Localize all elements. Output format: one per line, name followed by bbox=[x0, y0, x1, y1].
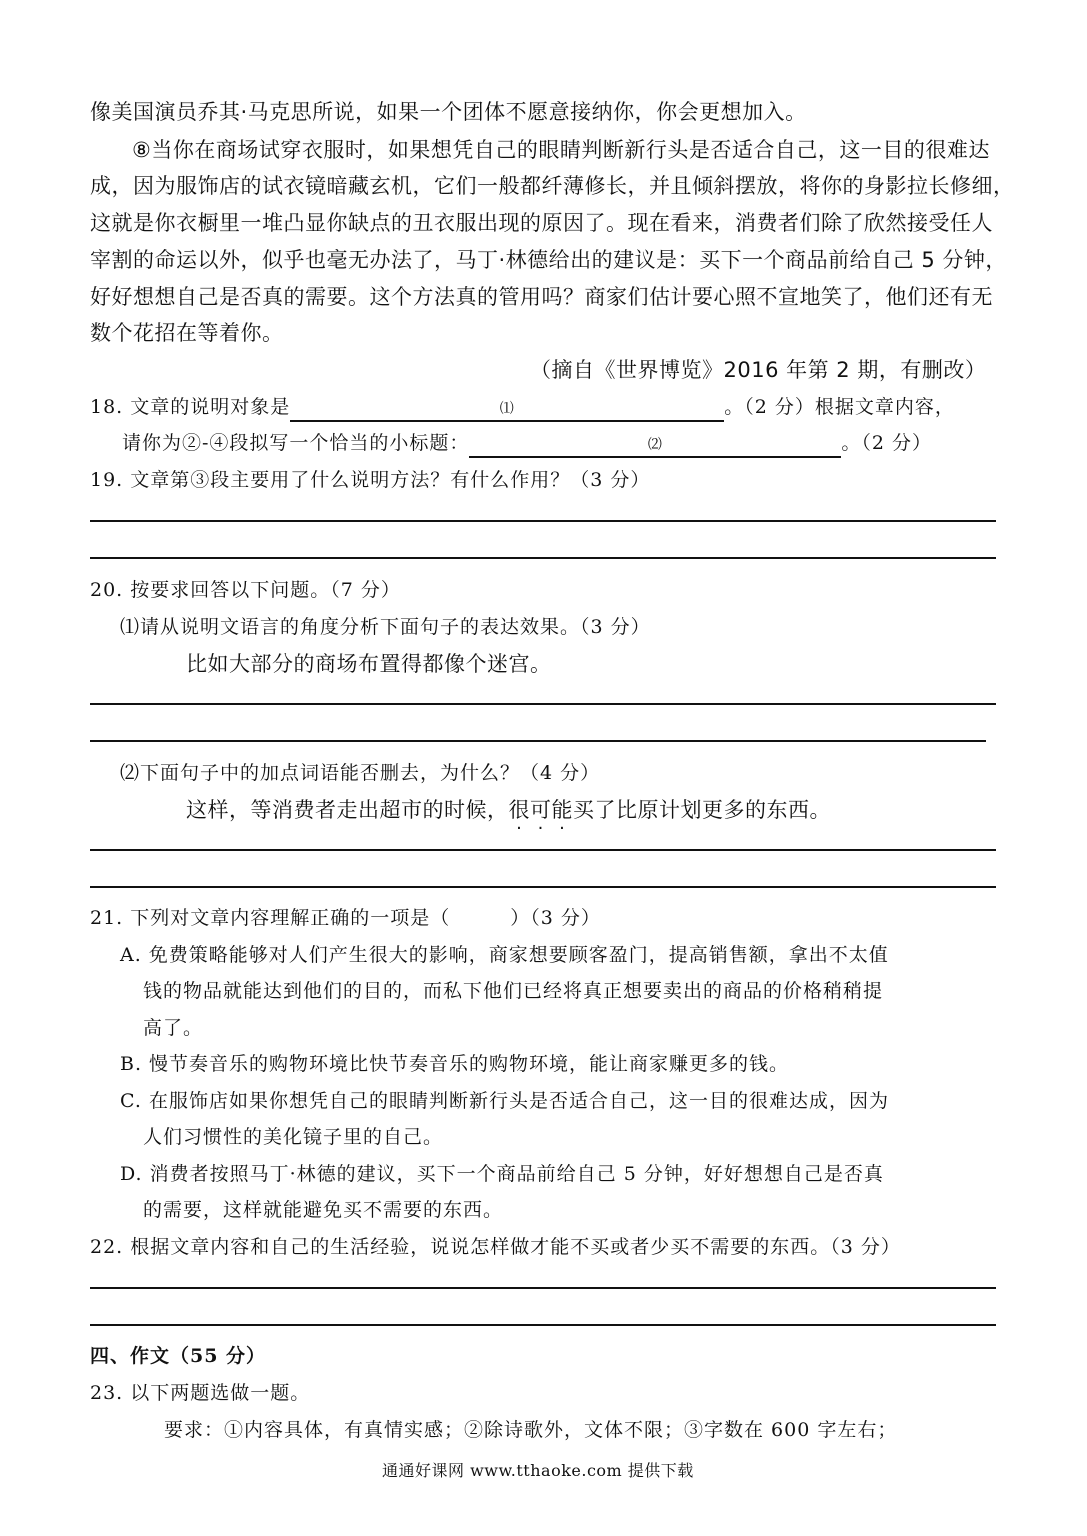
passage-paragraph-8-line: 成，因为服饰店的试衣镜暗藏玄机，它们一般都纤薄修长，并且倾斜摆放，将你的身影拉长修细， bbox=[90, 174, 1015, 198]
passage-line: 像美国演员乔其·马克思所说，如果一个团体不愿意接纳你，你会更想加入。 bbox=[90, 100, 807, 124]
question-20-sub-1: ⑴请从说明文语言的角度分析下面句子的表达效果。（3 分） bbox=[120, 616, 651, 638]
question-18-text: 。（2 分）根据文章内容， bbox=[724, 396, 955, 418]
question-20-sub-2: ⑵下面句子中的加点词语能否删去，为什么？（4 分） bbox=[120, 762, 601, 784]
answer-line[interactable] bbox=[90, 886, 996, 888]
question-18-line-1 bbox=[90, 392, 955, 422]
option-a-line: 高了。 bbox=[143, 1017, 204, 1039]
answer-line[interactable] bbox=[90, 703, 996, 705]
question-20: 20. 按要求回答以下问题。（7 分） bbox=[90, 579, 401, 601]
question-18-text: 请你为②-④段拟写一个恰当的小标题： bbox=[122, 432, 470, 454]
option-a-line: A. 免费策略能够对人们产生很大的影响，商家想要顾客盈门，提高销售额，拿出不太值 bbox=[120, 944, 889, 966]
question-21: 21. 下列对文章内容理解正确的一项是（ ）（3 分） bbox=[90, 907, 601, 929]
answer-blank-1[interactable]: ⑴ bbox=[290, 398, 724, 422]
section-heading: 四、作文（55 分） bbox=[90, 1345, 267, 1367]
passage-paragraph-8-line: 这就是你衣橱里一堆凸显你缺点的丑衣服出现的原因了。现在看来，消费者们除了欣然接受任人 bbox=[90, 211, 993, 235]
question-22: 22. 根据文章内容和自己的生活经验，说说怎样做才能不买或者少买不需要的东西。（3 分） bbox=[90, 1236, 901, 1258]
passage-paragraph-8-line: 好好想想自己是否真的需要。这个方法真的管用吗？商家们估计要心照不宣地笑了，他们还有无 bbox=[90, 285, 993, 309]
answer-line[interactable] bbox=[90, 1324, 996, 1326]
option-a-line: 钱的物品就能达到他们的目的，而私下他们已经将真正想要卖出的商品的价格稍稍提 bbox=[143, 980, 884, 1002]
option-d-line: D. 消费者按照马丁·林德的建议，买下一个商品前给自己 5 分钟，好好想想自己是否真 bbox=[120, 1163, 884, 1185]
question-18-text: 18. 文章的说明对象是 bbox=[90, 396, 291, 418]
answer-line[interactable] bbox=[90, 520, 996, 522]
answer-line[interactable] bbox=[90, 1287, 996, 1289]
answer-line[interactable] bbox=[90, 557, 996, 559]
answer-line[interactable] bbox=[90, 849, 996, 851]
footer-text: 通通好课网 www.tthaoke.com 提供下载 bbox=[382, 1461, 694, 1480]
question-18-text: 。（2 分） bbox=[841, 432, 933, 454]
quoted-sentence-1: 比如大部分的商场布置得都像个迷宫。 bbox=[186, 652, 552, 676]
answer-blank-2[interactable]: ⑵ bbox=[469, 434, 841, 458]
option-b-line: B. 慢节奏音乐的购物环境比快节奏音乐的购物环境，能让商家赚更多的钱。 bbox=[120, 1053, 790, 1075]
passage-paragraph-8-line: ⑧当你在商场试穿衣服时，如果想凭自己的眼睛判断新行头是否适合自己，这一目的很难达 bbox=[132, 138, 990, 162]
passage-paragraph-8-line: 宰割的命运以外，似乎也毫无办法了，马丁·林德给出的建议是：买下一个商品前给自己 5 分钟， bbox=[90, 248, 1007, 272]
sentence-text: 买了比原计划更多的东西。 bbox=[573, 798, 831, 822]
option-d-line: 的需要，这样就能避免买不需要的东西。 bbox=[143, 1199, 504, 1221]
dotted-word-char: 可 bbox=[530, 798, 552, 822]
dotted-word-char: 很 bbox=[508, 798, 530, 822]
option-c-line: 人们习惯性的美化镜子里的自己。 bbox=[143, 1126, 444, 1148]
passage-paragraph-8-line: 数个花招在等着你。 bbox=[90, 321, 284, 345]
essay-requirements: 要求：①内容具体，有真情实感；②除诗歌外，文体不限；③字数在 600 字左右； bbox=[164, 1419, 898, 1441]
question-19: 19. 文章第③段主要用了什么说明方法？有什么作用？（3 分） bbox=[90, 469, 651, 491]
question-18-line-2 bbox=[122, 428, 932, 458]
answer-line[interactable] bbox=[90, 740, 986, 742]
sentence-text: 这样，等消费者走出超市的时候， bbox=[186, 798, 509, 822]
quoted-sentence-2 bbox=[186, 794, 831, 824]
source-citation: （摘自《世界博览》2016 年第 2 期，有删改） bbox=[530, 358, 987, 382]
question-23: 23. 以下两题选做一题。 bbox=[90, 1382, 311, 1404]
option-c-line: C. 在服饰店如果你想凭自己的眼睛判断新行头是否适合自己，这一目的很难达成，因为 bbox=[120, 1090, 889, 1112]
dotted-word-char: 能 bbox=[551, 798, 573, 822]
